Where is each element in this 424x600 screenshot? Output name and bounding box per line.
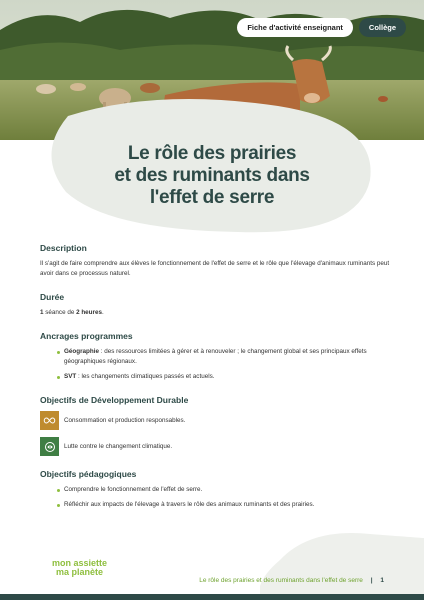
list-item bbox=[64, 347, 400, 367]
footer-caption bbox=[199, 577, 384, 584]
odd-item bbox=[40, 411, 400, 430]
logo-line-1: mon assiette bbox=[52, 558, 108, 568]
bottom-bar bbox=[0, 594, 424, 600]
duration-mid: séance de bbox=[43, 309, 77, 316]
activity-type-badge: Fiche d'activité enseignant bbox=[237, 18, 353, 37]
pedagogical-heading: Objectifs pédagogiques bbox=[40, 469, 137, 479]
brand-logo bbox=[52, 559, 107, 577]
odd-item bbox=[40, 437, 400, 456]
header-badges bbox=[237, 18, 406, 37]
globe-eye-icon bbox=[40, 437, 59, 456]
odd-section bbox=[40, 395, 400, 456]
list-item-label: SVT bbox=[64, 373, 77, 380]
infinity-icon bbox=[40, 411, 59, 430]
page-title bbox=[60, 143, 364, 209]
odd-heading: Objectifs de Développement Durable bbox=[40, 395, 189, 405]
list-item-text: : des ressources limitées à gérer et à renouveler ; le changement global et ses principaux effets géographiques régionaux. bbox=[64, 348, 367, 365]
list-item: Réfléchir aux impacts de l'élevage à travers le rôle des animaux ruminants et des prairies. bbox=[64, 500, 400, 510]
logo-line-2: ma planète bbox=[56, 567, 104, 577]
pedagogical-section bbox=[40, 469, 400, 510]
list-item bbox=[64, 372, 400, 382]
odd-item-text: Lutte contre le changement climatique. bbox=[64, 442, 173, 450]
pedagogical-list bbox=[40, 485, 400, 510]
list-item-label: Géographie bbox=[64, 348, 99, 355]
level-badge: Collège bbox=[359, 18, 406, 37]
duration-text bbox=[40, 308, 400, 318]
programmes-heading: Ancrages programmes bbox=[40, 331, 133, 341]
document-content bbox=[40, 243, 400, 523]
programmes-section bbox=[40, 331, 400, 382]
title-line-2: et des ruminants dans bbox=[114, 165, 310, 186]
list-item-text: : les changements climatiques passés et actuels. bbox=[76, 373, 215, 380]
description-text: Il s'agit de faire comprendre aux élèves le fonctionnement de l'effet de serre et le rôle que l'élevage d'animaux ruminants peut avoir dans ce processus naturel. bbox=[40, 260, 390, 277]
description-heading: Description bbox=[40, 243, 87, 253]
footer-separator: | bbox=[370, 577, 373, 584]
duration-section bbox=[40, 292, 400, 318]
title-line-1: Le rôle des prairies bbox=[127, 143, 297, 164]
list-item: Comprendre le fonctionnement de l'effet de serre. bbox=[64, 485, 400, 495]
duration-heading: Durée bbox=[40, 292, 65, 302]
odd-item-text: Consommation et production responsables. bbox=[64, 416, 186, 424]
footer-background-blob bbox=[260, 520, 424, 600]
page-number: 1 bbox=[380, 577, 384, 584]
session-count: 1 bbox=[40, 309, 44, 316]
duration-hours: 2 heures bbox=[76, 309, 102, 316]
duration-end: . bbox=[101, 309, 104, 316]
description-section bbox=[40, 243, 400, 279]
footer-doc-title: Le rôle des prairies et des ruminants dans l'effet de serre bbox=[199, 577, 363, 584]
programmes-list bbox=[40, 347, 400, 382]
title-line-3: l'effet de serre bbox=[149, 187, 275, 208]
